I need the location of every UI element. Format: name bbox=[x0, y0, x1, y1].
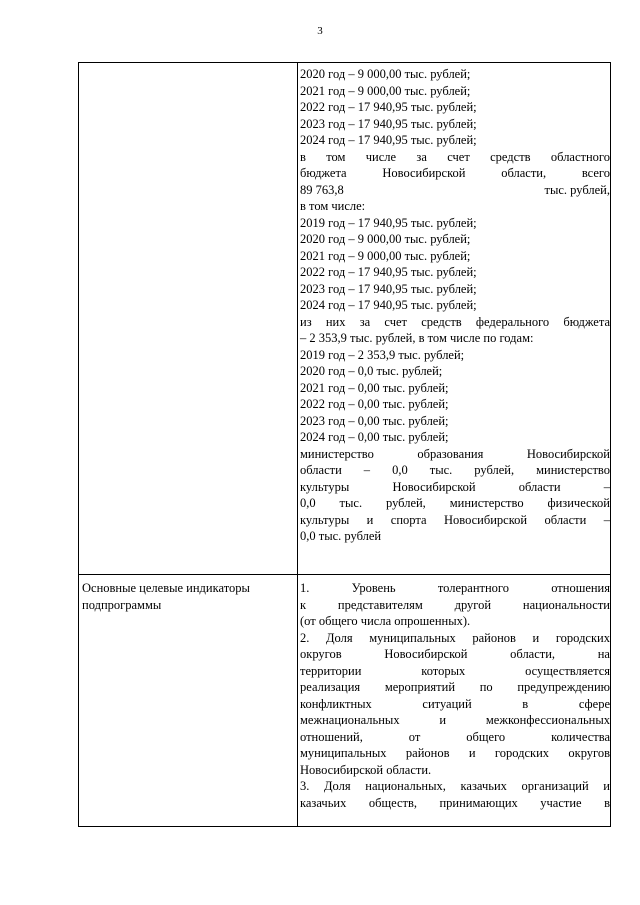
text-line: в том числе за счет средств областного bbox=[300, 149, 610, 164]
text-line: в том числе: bbox=[300, 199, 366, 213]
text-line: 2024 год – 17 940,95 тыс. рублей; bbox=[300, 298, 477, 312]
text-line: 0,0 тыс. рублей bbox=[300, 529, 382, 543]
text-line: конфликтных ситуаций в сфере bbox=[300, 696, 610, 711]
text-line: Новосибирской области. bbox=[300, 762, 432, 777]
text-line: 0,0 тыс. рублей, министерство физической bbox=[300, 496, 610, 510]
text-line: области – 0,0 тыс. рублей, министерство bbox=[300, 463, 610, 477]
text-line: министерство образования Новосибирской bbox=[300, 446, 610, 461]
text-line: культуры и спорта Новосибирской области – bbox=[300, 512, 610, 527]
text-line: бюджета Новосибирской области, всего bbox=[300, 166, 610, 180]
label-line: подпрограммы bbox=[82, 597, 162, 612]
text-line: 2021 год – 9 000,00 тыс. рублей; bbox=[300, 248, 471, 263]
text-line: 2023 год – 17 940,95 тыс. рублей; bbox=[300, 116, 477, 131]
text-line: из них за счет средств федерального бюджета bbox=[300, 314, 610, 329]
page-number: 3 bbox=[317, 25, 323, 37]
text-line: 2023 год – 17 940,95 тыс. рублей; bbox=[300, 281, 477, 296]
text-line: 2024 год – 17 940,95 тыс. рублей; bbox=[300, 133, 477, 147]
text-line: 2019 год – 17 940,95 тыс. рублей; bbox=[300, 215, 477, 230]
text-line: 2020 год – 0,0 тыс. рублей; bbox=[300, 364, 443, 378]
text-line: округов Новосибирской области, на bbox=[300, 647, 610, 661]
text-line: 2. Доля муниципальных районов и городских bbox=[300, 630, 610, 645]
text-line: 2023 год – 0,00 тыс. рублей; bbox=[300, 413, 449, 428]
text-line: муниципальных районов и городских округов bbox=[300, 746, 610, 760]
row-divider bbox=[79, 574, 610, 575]
text-line: 2021 год – 9 000,00 тыс. рублей; bbox=[300, 83, 471, 98]
text-line: 2020 год – 9 000,00 тыс. рублей; bbox=[300, 67, 471, 81]
label-line: Основные целевые индикаторы bbox=[82, 581, 250, 595]
text-line: реализация мероприятий по предупреждению bbox=[300, 680, 610, 694]
text-line-left: 89 763,8 bbox=[300, 182, 344, 197]
financing-cell bbox=[300, 66, 610, 545]
text-line: 2024 год – 0,00 тыс. рублей; bbox=[300, 430, 449, 444]
text-line: 2020 год – 9 000,00 тыс. рублей; bbox=[300, 232, 471, 246]
indicators-cell bbox=[300, 580, 610, 811]
program-table bbox=[78, 62, 611, 827]
text-line: 2022 год – 17 940,95 тыс. рублей; bbox=[300, 100, 477, 114]
text-line: 1. Уровень толерантного отношения bbox=[300, 581, 610, 595]
text-line: казачьих обществ, принимающих участие в bbox=[300, 795, 610, 810]
text-line: (от общего числа опрошенных). bbox=[300, 614, 471, 628]
text-line-right: тыс. рублей, bbox=[544, 182, 610, 197]
text-line: – 2 353,9 тыс. рублей, в том числе по годам: bbox=[300, 331, 534, 345]
text-line: межнациональных и межконфессиональных bbox=[300, 713, 610, 727]
text-line: территории которых осуществляется bbox=[300, 663, 610, 678]
text-line: 2022 год – 17 940,95 тыс. рублей; bbox=[300, 265, 477, 279]
text-line: 2019 год – 2 353,9 тыс. рублей; bbox=[300, 347, 465, 362]
text-line: 2022 год – 0,00 тыс. рублей; bbox=[300, 397, 449, 411]
text-line: 3. Доля национальных, казачьих организаций и bbox=[300, 779, 610, 793]
text-line: к представителям другой национальности bbox=[300, 597, 610, 612]
text-line: отношений, от общего количества bbox=[300, 729, 610, 744]
column-divider bbox=[297, 63, 298, 826]
text-line: культуры Новосибирской области – bbox=[300, 479, 610, 494]
text-line bbox=[300, 182, 610, 199]
indicators-label bbox=[82, 580, 292, 613]
text-line: 2021 год – 0,00 тыс. рублей; bbox=[300, 380, 449, 395]
